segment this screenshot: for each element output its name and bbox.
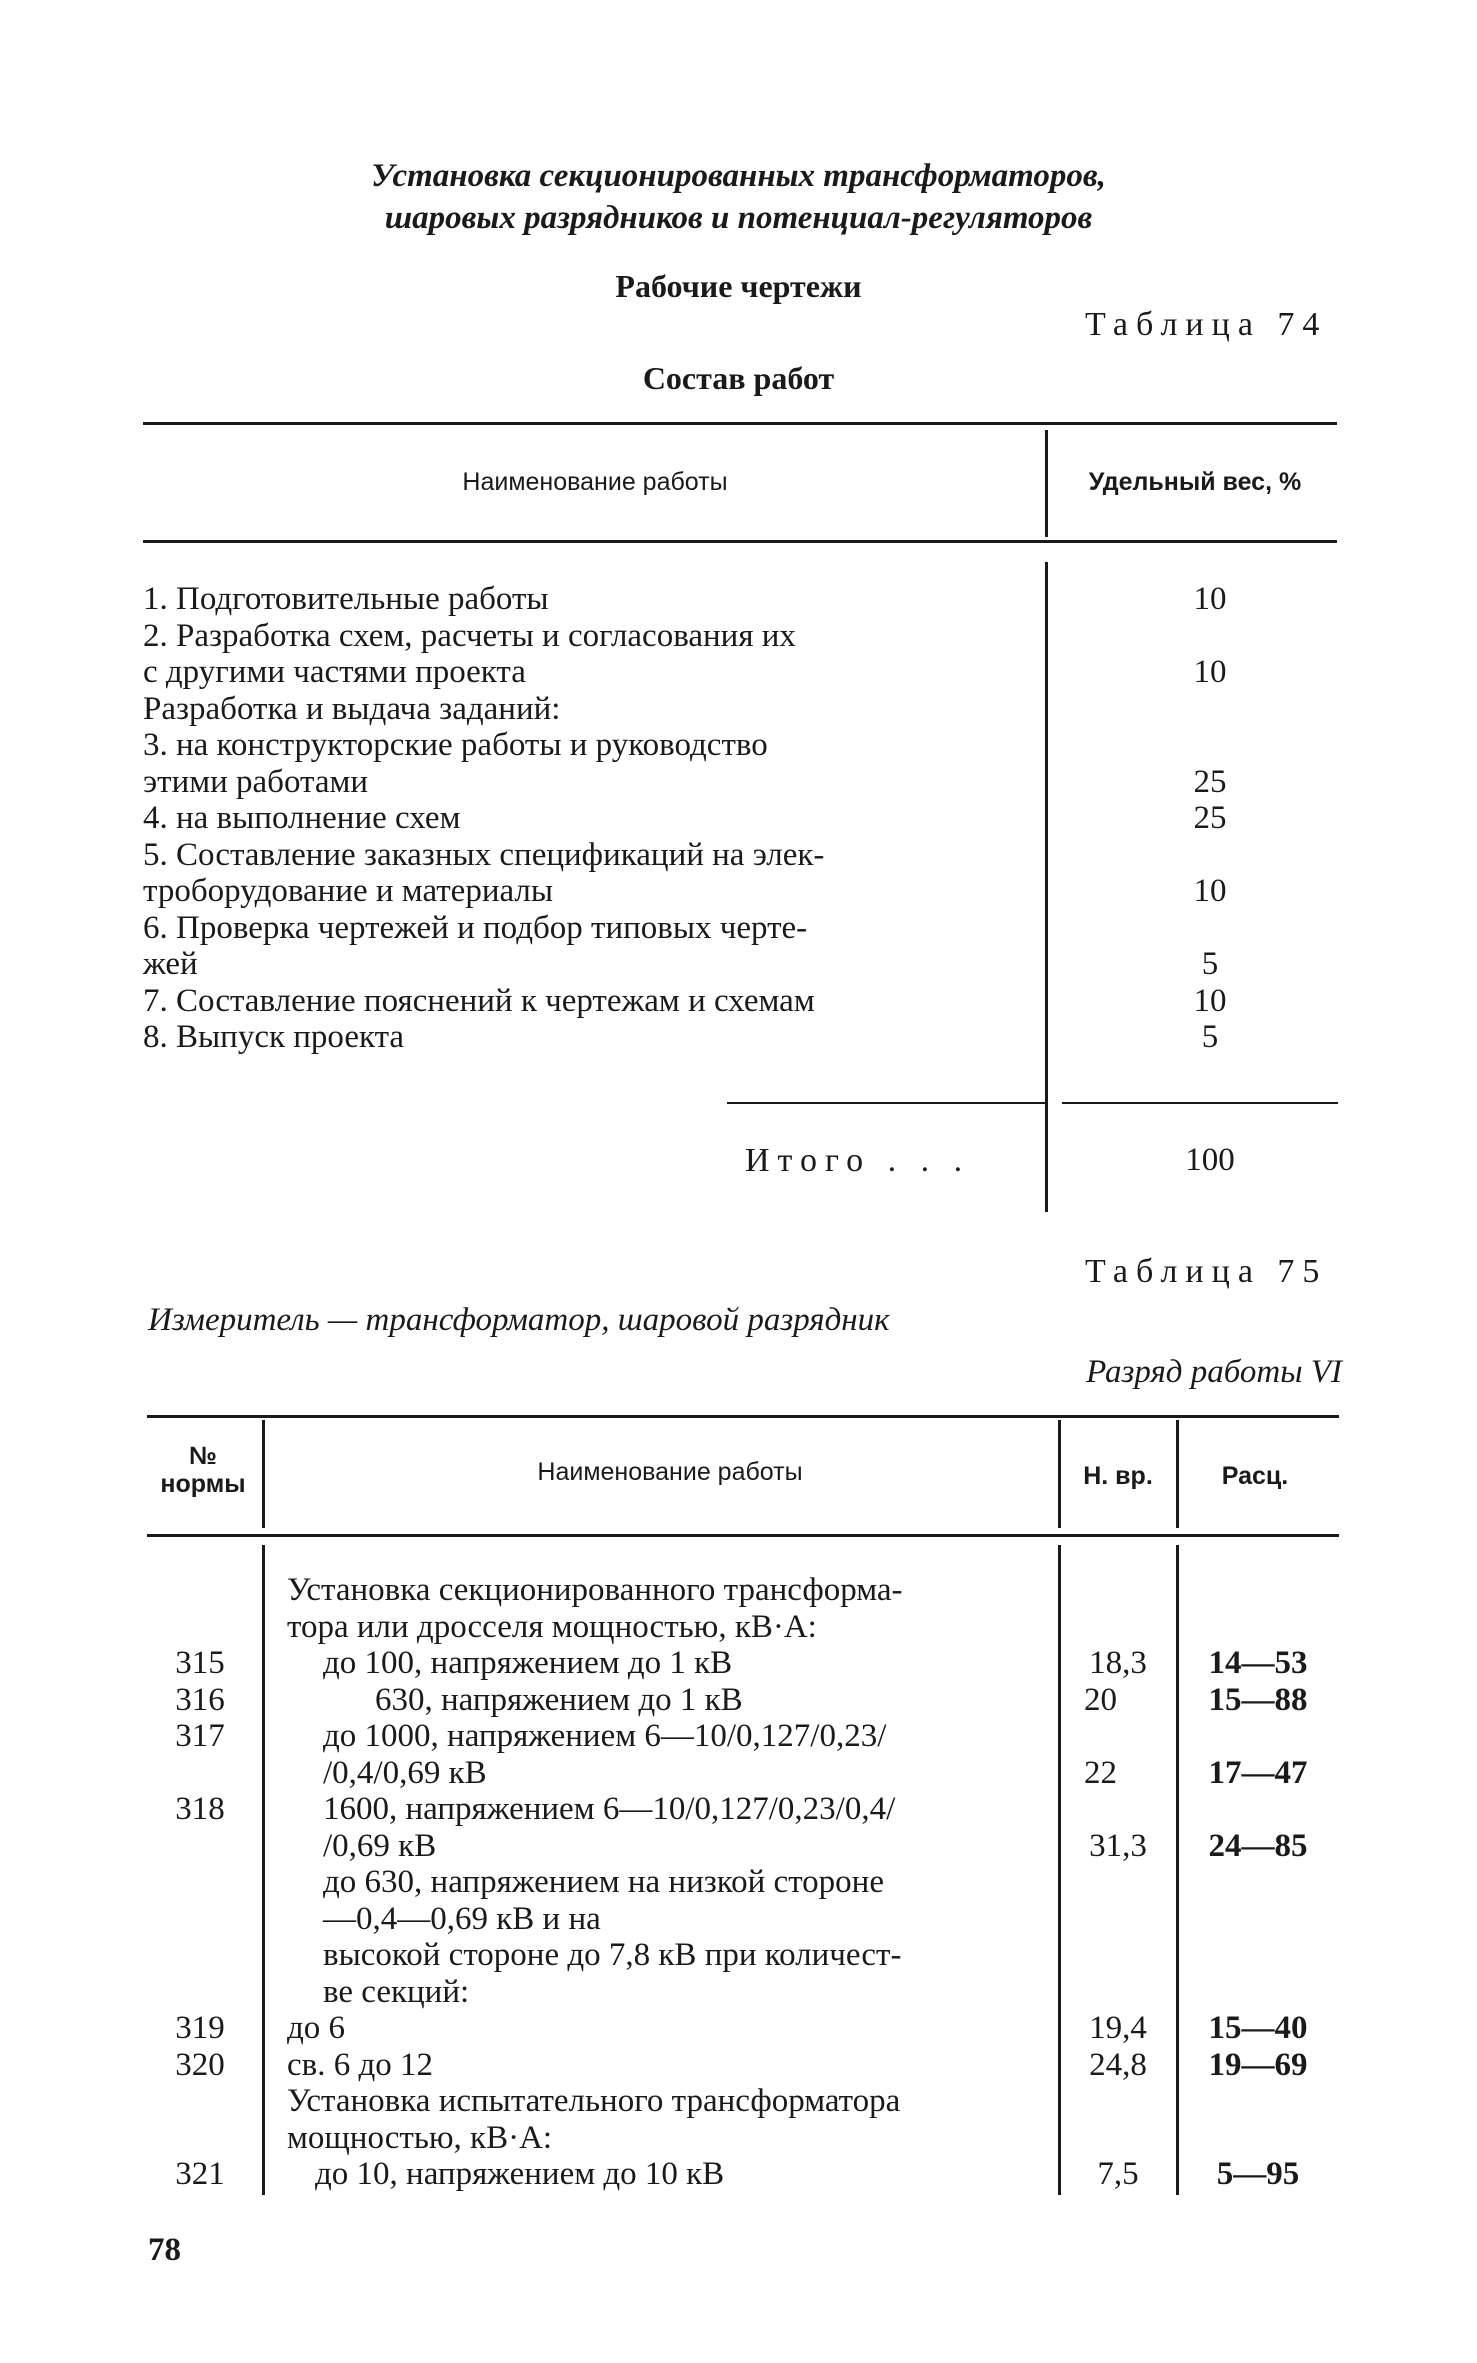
table-75-rate: 5—95: [1216, 2156, 1300, 2192]
table-75-time-column: [1068, 1572, 1168, 2193]
table-74-body-text: [143, 581, 1013, 1056]
table-75-body-divider-3: [1176, 1545, 1179, 2195]
section-title: [0, 155, 1477, 239]
table-74-weight: [1080, 910, 1340, 947]
table-75-rate: [1188, 1791, 1328, 1828]
table-75-work-text: до 630, напряжением на низкой стороне: [323, 1864, 884, 1900]
table-74-row: с другими частями проекта: [143, 654, 526, 690]
table-75-rate: [1188, 1901, 1328, 1938]
table-75-work-text: св. 6 до 12: [287, 2046, 434, 2083]
table-75-time: 22: [1084, 1754, 1117, 1791]
table-74-col-weight: Удельный вес, %: [1088, 468, 1302, 496]
table-74-weight: 10: [1193, 982, 1227, 1019]
section-title-line-1: Установка секционированных трансформаторов,: [371, 158, 1106, 194]
table-75-work-text: до 6: [287, 2010, 346, 2046]
table-75-work-text: Установка испытательного трансформатора: [287, 2083, 901, 2119]
table-75-time: 31,3: [1089, 1827, 1147, 1864]
table-75-time: [1068, 1864, 1168, 1901]
table-75-norm-no: 319: [175, 2010, 225, 2046]
table-75-label: Таблица 75: [1085, 1253, 1328, 1290]
table-74-weight: 10: [1193, 654, 1227, 690]
table-75-rate: 15—88: [1208, 1681, 1308, 1718]
section-subtitle: Рабочие чертежи: [615, 268, 862, 304]
table-74-total-label: Итого . . .: [745, 1142, 971, 1179]
table-75-norm-no: [150, 1937, 250, 1974]
table-75-norm-no: 317: [175, 1718, 225, 1754]
table-75-rate: [1188, 1937, 1328, 1974]
table-75-rate: 14—53: [1208, 1645, 1308, 1681]
table-74-row: 5. Составление заказных спецификаций на элек-: [143, 836, 825, 873]
table-75-work-text: ве секций:: [323, 1973, 470, 2010]
table-74-header-divider: [1045, 430, 1048, 537]
table-74-total-rule-left: [727, 1102, 1045, 1104]
table-74-row: троборудование и материалы: [143, 873, 554, 909]
table-75-col-no-sign: №: [189, 1442, 217, 1470]
table-75-work-text: до 10, напряжением до 10 кВ: [315, 2156, 725, 2192]
table-75-col-name: Наименование работы: [537, 1458, 803, 1486]
table-75-time: [1068, 2083, 1168, 2120]
table-74-weight: [1080, 691, 1340, 728]
table-74-weight: [1080, 837, 1340, 874]
table-75-col-no-word: нормы: [160, 1470, 246, 1498]
table-75-work-text: /0,69 кВ: [323, 1827, 437, 1864]
table-74-row: 3. на конструкторские работы и руководство: [143, 727, 768, 763]
table-75-rate-column: [1188, 1572, 1328, 2193]
table-75-time: [1068, 1974, 1168, 2011]
table-74-weight: 25: [1193, 763, 1227, 800]
table-75-meter: Измеритель — трансформатор, шаровой разрядник: [148, 1302, 890, 1338]
table-75-rate: [1188, 1572, 1328, 1609]
table-75-norm-no: [150, 2083, 250, 2120]
table-75-work-text: 630, напряжением до 1 кВ: [375, 1681, 743, 1718]
table-74-weight: 5: [1201, 1019, 1219, 1055]
table-75-work-text: Установка секционированного трансформа-: [287, 1572, 903, 1608]
table-74-weight: [1080, 727, 1340, 764]
table-75-norm-no: [150, 1864, 250, 1901]
table-75-work-text: мощностью, кВ·А:: [287, 2119, 553, 2156]
table-74-weight: 10: [1193, 581, 1227, 617]
table-75-norm-no: 316: [175, 1681, 225, 1718]
table-74-caption: Состав работ: [642, 360, 835, 396]
table-74-weights: [1080, 581, 1340, 1056]
table-75-rate: 17—47: [1208, 1754, 1308, 1791]
table-75-time: [1068, 1901, 1168, 1938]
table-74-label: Таблица 74: [1085, 306, 1328, 343]
table-75-rate: 24—85: [1208, 1827, 1308, 1864]
table-75-header-divider-3: [1176, 1420, 1179, 1528]
table-75-rate: 19—69: [1208, 2046, 1308, 2083]
table-75-time: [1068, 2120, 1168, 2157]
table-74-row: 8. Выпуск проекта: [143, 1019, 405, 1055]
table-75-norm-no: [150, 1609, 250, 1646]
table-75-norm-no: [150, 1572, 250, 1609]
table-74-total-rule-right: [1062, 1102, 1338, 1104]
table-75-work-text: —0,4—0,69 кВ и на: [323, 1900, 601, 1937]
table-75-time: [1068, 1937, 1168, 1974]
table-75-rate: [1188, 1718, 1328, 1755]
table-75-top-rule: [147, 1415, 1339, 1418]
table-75-no-column: [150, 1572, 250, 2193]
table-74-row: 6. Проверка чертежей и подбор типовых черте-: [143, 909, 808, 946]
table-75-rate: 15—40: [1208, 2010, 1308, 2046]
table-75-col-no: [148, 1442, 258, 1498]
table-75-time: 7,5: [1097, 2156, 1139, 2192]
table-75-time: [1068, 1791, 1168, 1828]
table-75-time: [1068, 1572, 1168, 1609]
table-75-col-rate: Расц.: [1221, 1462, 1289, 1490]
table-75-text-column: [287, 1572, 1047, 2193]
table-74-weight: [1080, 618, 1340, 655]
table-74-weight: 5: [1201, 946, 1219, 982]
table-74-row: этими работами: [143, 763, 369, 800]
table-75-header-rule: [147, 1534, 1339, 1537]
table-75-norm-no: [150, 1901, 250, 1938]
table-75-rate: [1188, 2120, 1328, 2157]
table-75-header-divider-2: [1058, 1420, 1061, 1528]
table-75-rate: [1188, 1609, 1328, 1646]
table-75-norm-no: [150, 1974, 250, 2011]
table-75-work-text: /0,4/0,69 кВ: [323, 1754, 487, 1791]
table-75-work-text: 1600, напряжением 6—10/0,127/0,23/0,4/: [323, 1791, 896, 1827]
table-75-time: [1068, 1718, 1168, 1755]
table-74-row: жей: [143, 946, 198, 982]
table-75-body-divider-2: [1058, 1545, 1061, 2195]
table-75-norm-no: [150, 1755, 250, 1792]
table-75-work-text: до 100, напряжением до 1 кВ: [323, 1645, 733, 1681]
table-75-rate: [1188, 1864, 1328, 1901]
table-75-grade: Разряд работы VI: [1086, 1354, 1342, 1390]
table-74-col-name: Наименование работы: [462, 468, 728, 496]
table-75-work-text: до 1000, напряжением 6—10/0,127/0,23/: [323, 1718, 887, 1754]
table-74-body-divider: [1045, 562, 1048, 1212]
table-75-time: 20: [1084, 1681, 1117, 1718]
table-75-work-text: тора или дросселя мощностью, кВ·А:: [287, 1608, 817, 1645]
table-75-time: 18,3: [1089, 1645, 1147, 1681]
table-75-norm-no: [150, 1828, 250, 1865]
table-75-col-time: Н. вр.: [1083, 1462, 1153, 1490]
table-75-rate: [1188, 1974, 1328, 2011]
table-75-body-divider-1: [262, 1545, 265, 2195]
page-number: 78: [148, 2232, 181, 2268]
table-74-weight: 10: [1193, 873, 1227, 909]
table-75-norm-no: 320: [175, 2046, 225, 2083]
table-74-total-value: 100: [1185, 1142, 1235, 1178]
table-74-top-rule: [143, 422, 1337, 425]
table-75-time: 24,8: [1089, 2046, 1147, 2083]
table-75-norm-no: 318: [175, 1791, 225, 1827]
table-75-norm-no: 321: [175, 2156, 225, 2192]
table-74-header-rule: [143, 540, 1337, 543]
table-74-row: 4. на выполнение схем: [143, 800, 461, 836]
section-title-line-2: шаровых разрядников и потенциал-регуляторов: [384, 200, 1093, 236]
table-75-time: 19,4: [1089, 2010, 1147, 2046]
table-74-row: 1. Подготовительные работы: [143, 581, 549, 617]
table-74-row: Разработка и выдача заданий:: [143, 690, 561, 727]
table-75-header-divider-1: [262, 1420, 265, 1528]
table-74-row: 7. Составление пояснений к чертежам и схемам: [143, 982, 815, 1019]
table-75-work-text: высокой стороне до 7,8 кВ при количест-: [323, 1937, 902, 1973]
table-75-norm-no: 315: [175, 1645, 225, 1681]
table-75-rate: [1188, 2083, 1328, 2120]
table-75-time: [1068, 1609, 1168, 1646]
table-74-weight: 25: [1193, 800, 1227, 836]
table-75-norm-no: [150, 2120, 250, 2157]
table-74-row: 2. Разработка схем, расчеты и согласования их: [143, 617, 796, 654]
